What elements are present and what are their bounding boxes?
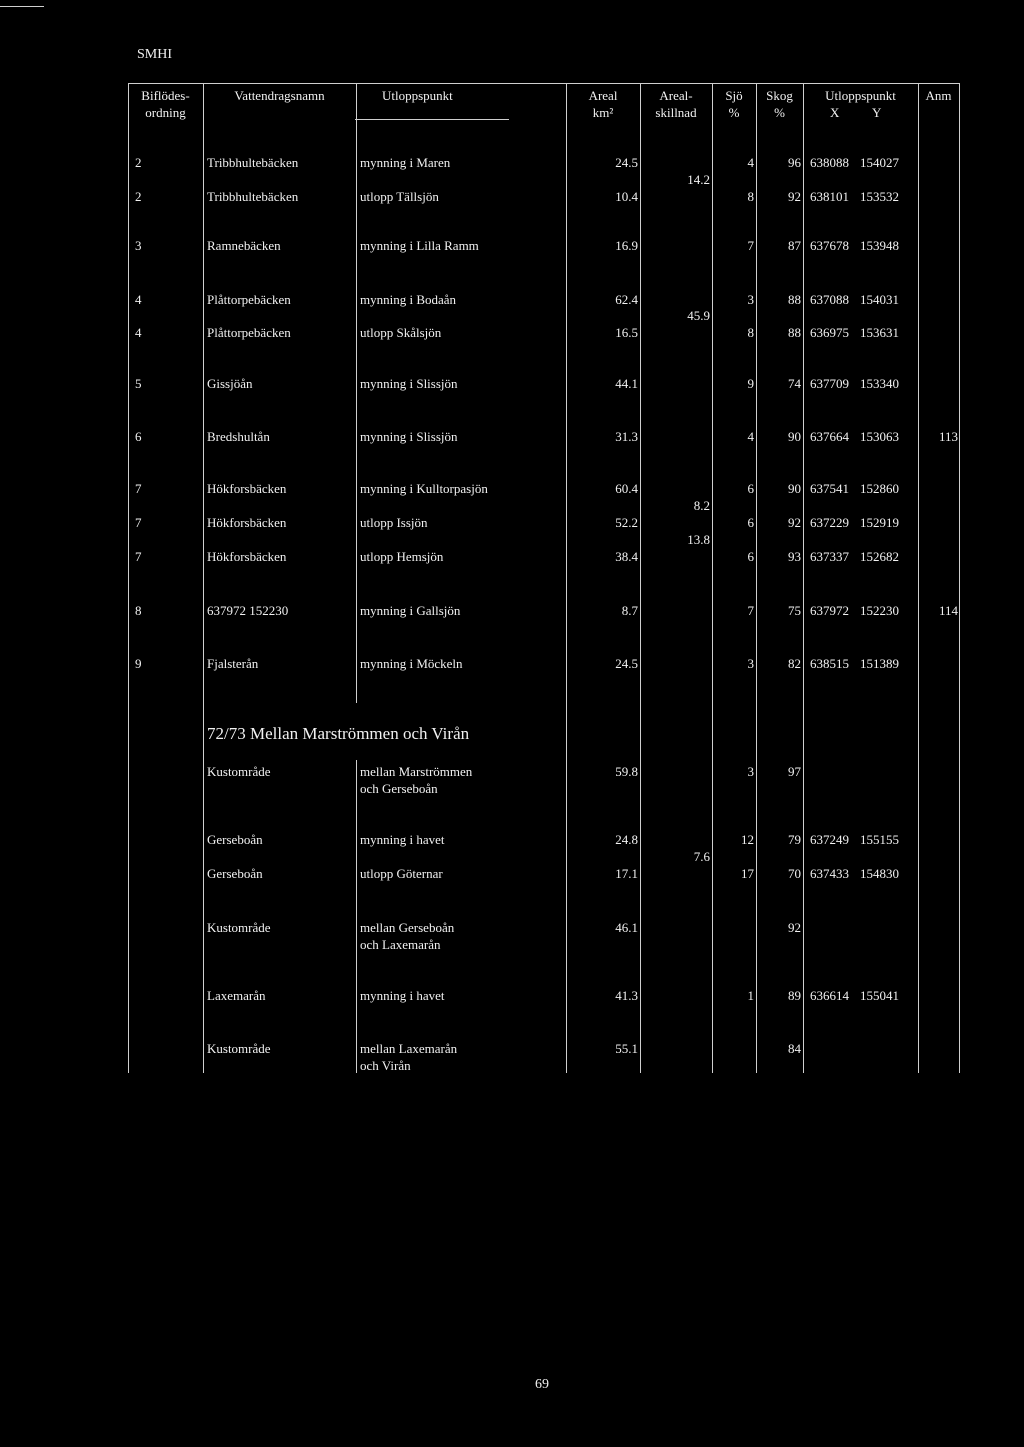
cell-skog: 87	[788, 238, 801, 253]
cell-area: 62.4	[615, 292, 638, 307]
cell-name: Gerseboån	[207, 832, 263, 847]
cell-x: 637664	[810, 429, 849, 444]
cell-point: mynning i Lilla Ramm	[360, 238, 479, 253]
cell-point-2: och Gerseboån	[360, 781, 438, 796]
col-line-diff	[712, 83, 713, 1073]
hdr-skillnad-1: Areal-	[659, 88, 693, 103]
cell-area: 24.5	[615, 656, 638, 671]
cell-y: 154830	[860, 866, 899, 881]
cell-diff: 45.9	[687, 308, 710, 323]
cell-x: 637972	[810, 603, 849, 618]
cell-x: 637337	[810, 549, 849, 564]
cell-ord: 5	[135, 376, 142, 391]
cell-skog: 88	[788, 325, 801, 340]
cell-y: 153340	[860, 376, 899, 391]
cell-skog: 70	[788, 866, 801, 881]
cell-x: 637249	[810, 832, 849, 847]
cell-area: 17.1	[615, 866, 638, 881]
cell-point-2: och Virån	[360, 1058, 411, 1073]
cell-name: Kustområde	[207, 920, 271, 935]
header-top-rule	[128, 83, 960, 84]
cell-x: 636975	[810, 325, 849, 340]
cell-y: 153631	[860, 325, 899, 340]
cell-skog: 96	[788, 155, 801, 170]
cell-name: Tribbhultebäcken	[207, 189, 299, 204]
cell-sjo: 9	[747, 376, 754, 391]
cell-name: Laxemarån	[207, 988, 266, 1003]
cell-y: 155155	[860, 832, 899, 847]
cell-skog: 92	[788, 189, 801, 204]
cell-point: mellan Gerseboån	[360, 920, 455, 935]
cell-skog: 88	[788, 292, 801, 307]
hdr-namn: Vattendragsnamn	[234, 88, 325, 103]
cell-name: Bredshultån	[207, 429, 270, 444]
cell-y: 152919	[860, 515, 899, 530]
cell-skog: 79	[788, 832, 801, 847]
cell-ord: 2	[135, 155, 142, 170]
cell-name: Tribbhultebäcken	[207, 155, 299, 170]
cell-x: 637709	[810, 376, 849, 391]
cell-sjo: 3	[747, 292, 754, 307]
cell-ord: 4	[135, 292, 142, 307]
cell-point: utlopp Issjön	[360, 515, 428, 530]
cell-diff: 13.8	[687, 532, 710, 547]
col-line-skog	[803, 83, 804, 1073]
cell-area: 16.9	[615, 238, 638, 253]
cell-skog: 74	[788, 376, 801, 391]
cell-point: utlopp Hemsjön	[360, 549, 444, 564]
page-number: 69	[535, 1377, 549, 1392]
hdr-sjo-1: Sjö	[725, 88, 743, 103]
hdr-utloppxy-y: Y	[872, 105, 882, 120]
cell-skog: 93	[788, 549, 801, 564]
cell-anm: 113	[938, 429, 958, 444]
cell-sjo: 6	[747, 481, 754, 496]
cell-name: Hökforsbäcken	[207, 481, 287, 496]
hdr-biflodes-2: ordning	[145, 105, 186, 120]
cell-name: Plåttorpebäcken	[207, 325, 291, 340]
cell-sjo: 7	[747, 238, 754, 253]
cell-y: 152682	[860, 549, 899, 564]
cell-point-2: och Laxemarån	[360, 937, 441, 952]
hdr-skog-2: %	[774, 105, 785, 120]
col-line-ord	[203, 83, 204, 1073]
cell-area: 10.4	[615, 189, 638, 204]
hdr-utloppxy-x: X	[830, 105, 840, 120]
header-utlopp-underline	[355, 119, 509, 120]
cell-skog: 90	[788, 429, 801, 444]
cell-point: utlopp Tällsjön	[360, 189, 439, 204]
cell-diff: 8.2	[693, 498, 710, 513]
cell-point: utlopp Göternar	[360, 866, 443, 881]
cell-diff: 14.2	[687, 172, 710, 187]
cell-point: utlopp Skålsjön	[360, 325, 442, 340]
cell-area: 16.5	[615, 325, 638, 340]
cell-area: 38.4	[615, 549, 638, 564]
cell-area: 41.3	[615, 988, 638, 1003]
cell-point: mynning i Slissjön	[360, 429, 458, 444]
cell-name: 637972 152230	[207, 603, 289, 618]
cell-point: mynning i Maren	[360, 155, 451, 170]
cell-x: 638101	[810, 189, 849, 204]
cell-x: 637541	[810, 481, 849, 496]
col-line-name-2	[356, 760, 357, 1073]
cell-x: 637088	[810, 292, 849, 307]
cell-name: Kustområde	[207, 764, 271, 779]
cell-area: 24.5	[615, 155, 638, 170]
col-line-right	[959, 83, 960, 1073]
cell-name: Kustområde	[207, 1041, 271, 1056]
cell-area: 31.3	[615, 429, 638, 444]
cell-x: 637433	[810, 866, 849, 881]
hdr-skog-1: Skog	[766, 88, 793, 103]
col-line-xy	[918, 83, 919, 1073]
cell-y: 152230	[860, 603, 899, 618]
cell-name: Fjalsterån	[207, 656, 259, 671]
cell-point: mynning i Bodaån	[360, 292, 457, 307]
cell-name: Ramnebäcken	[207, 238, 281, 253]
cell-y: 154031	[860, 292, 899, 307]
cell-anm: 114	[938, 603, 958, 618]
cell-area: 44.1	[615, 376, 638, 391]
hdr-areal-2: km²	[592, 105, 614, 120]
cell-x: 637678	[810, 238, 849, 253]
cell-area: 46.1	[615, 920, 638, 935]
cell-sjo: 6	[747, 515, 754, 530]
cell-skog: 92	[788, 515, 801, 530]
cell-diff: 7.6	[693, 849, 710, 864]
cell-sjo: 4	[747, 155, 754, 170]
cell-sjo: 8	[747, 189, 754, 204]
cell-x: 636614	[810, 988, 849, 1003]
cell-name: Gissjöån	[207, 376, 253, 391]
cell-y: 152860	[860, 481, 899, 496]
cell-area: 60.4	[615, 481, 638, 496]
cell-sjo: 3	[747, 656, 754, 671]
cell-sjo: 7	[747, 603, 754, 618]
cell-area: 52.2	[615, 515, 638, 530]
cell-name: Plåttorpebäcken	[207, 292, 291, 307]
cell-sjo: 8	[747, 325, 754, 340]
cell-x: 638088	[810, 155, 849, 170]
cell-point: mellan Laxemarån	[360, 1041, 458, 1056]
cell-ord: 2	[135, 189, 142, 204]
hdr-biflodes-1: Biflödes-	[141, 88, 190, 103]
section-title: 72/73 Mellan Marströmmen och Virån	[207, 724, 475, 744]
cell-sjo: 4	[747, 429, 754, 444]
cell-skog: 75	[788, 603, 801, 618]
cell-y: 153063	[860, 429, 899, 444]
cell-point: mynning i Slissjön	[360, 376, 458, 391]
cell-ord: 7	[135, 515, 142, 530]
cell-sjo: 3	[747, 764, 754, 779]
cell-y: 151389	[860, 656, 899, 671]
cell-area: 8.7	[621, 603, 638, 618]
cell-y: 153532	[860, 189, 899, 204]
hdr-skillnad-2: skillnad	[655, 105, 697, 120]
cell-name: Hökforsbäcken	[207, 549, 287, 564]
cell-skog: 89	[788, 988, 801, 1003]
cell-y: 155041	[860, 988, 899, 1003]
col-line-name	[356, 83, 357, 703]
cell-ord: 7	[135, 481, 142, 496]
cell-sjo: 1	[747, 988, 754, 1003]
cell-name: Hökforsbäcken	[207, 515, 287, 530]
cell-x: 638515	[810, 656, 849, 671]
cell-ord: 7	[135, 549, 142, 564]
hdr-sjo-2: %	[728, 105, 740, 120]
cell-point: mynning i Möckeln	[360, 656, 463, 671]
hdr-areal-1: Areal	[588, 88, 618, 103]
cell-x: 637229	[810, 515, 849, 530]
cell-point: mynning i havet	[360, 832, 445, 847]
cell-sjo: 12	[741, 832, 754, 847]
cell-skog: 92	[788, 920, 801, 935]
cell-skog: 82	[788, 656, 801, 671]
cell-point: mynning i Gallsjön	[360, 603, 461, 618]
cell-y: 153948	[860, 238, 899, 253]
cell-skog: 97	[788, 764, 801, 779]
cell-sjo: 17	[741, 866, 754, 881]
cell-sjo: 6	[747, 549, 754, 564]
cell-skog: 90	[788, 481, 801, 496]
hdr-utlopp: Utloppspunkt	[382, 88, 453, 103]
corner-mark	[0, 6, 44, 7]
hdr-utloppxy-1: Utloppspunkt	[825, 88, 896, 103]
org-label: SMHI	[137, 47, 173, 62]
col-line-area	[640, 83, 641, 1073]
cell-ord: 9	[135, 656, 142, 671]
cell-point: mynning i Kulltorpasjön	[360, 481, 488, 496]
cell-ord: 3	[135, 238, 142, 253]
cell-skog: 84	[788, 1041, 801, 1056]
cell-y: 154027	[860, 155, 899, 170]
cell-name: Gerseboån	[207, 866, 263, 881]
cell-area: 59.8	[615, 764, 638, 779]
cell-ord: 8	[135, 603, 142, 618]
cell-ord: 4	[135, 325, 142, 340]
cell-point: mellan Marströmmen	[360, 764, 473, 779]
cell-point: mynning i havet	[360, 988, 445, 1003]
cell-area: 24.8	[615, 832, 638, 847]
cell-area: 55.1	[615, 1041, 638, 1056]
col-line-left	[128, 83, 129, 1073]
cell-ord: 6	[135, 429, 142, 444]
hdr-anm: Anm	[925, 88, 952, 103]
